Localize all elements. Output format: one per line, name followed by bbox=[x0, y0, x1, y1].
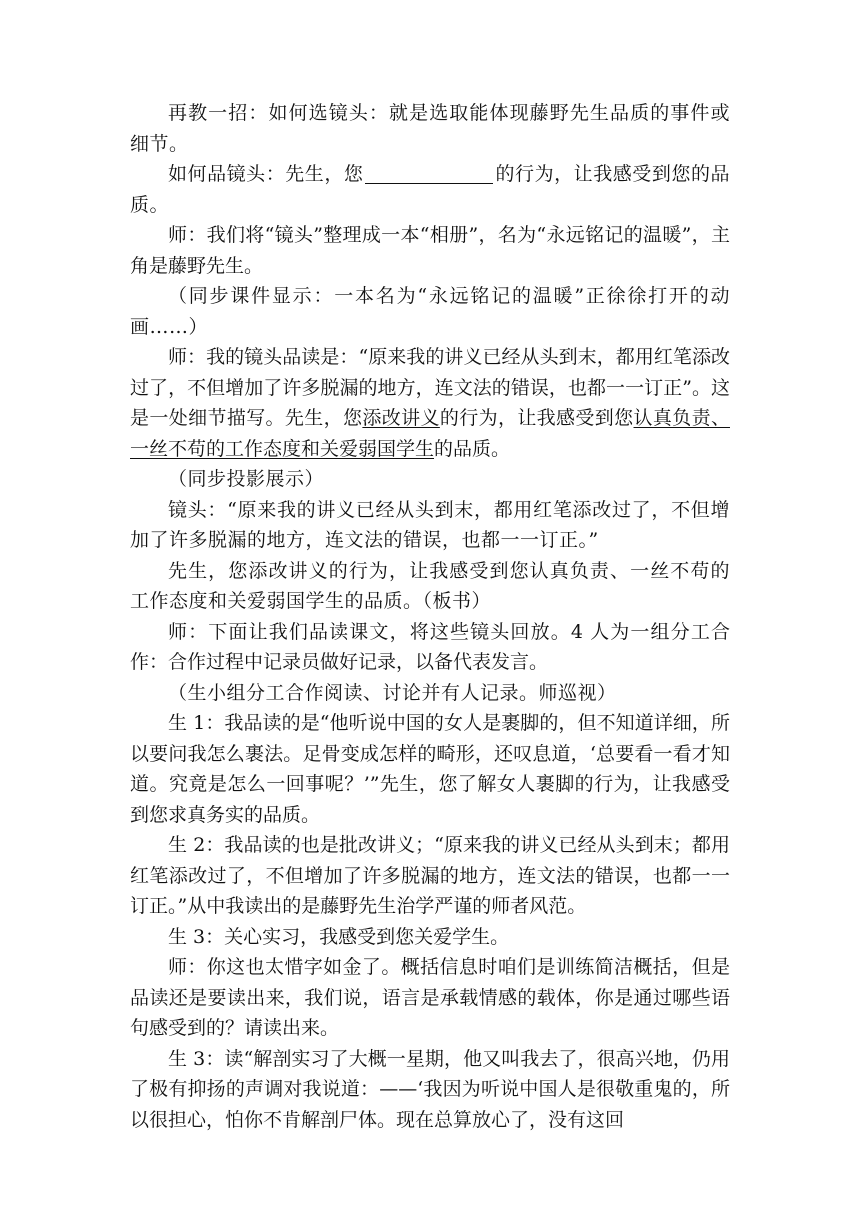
fill-in-blank bbox=[365, 161, 493, 184]
paragraph-11: 生 1：我品读的是“他听说中国的女人是裹脚的，但不知道详细，所以要问我怎么裹法。足骨变成怎样的畸形，还叹息道，‘总要看一看才知道。究竟是怎么一回事呢？’”先生，您了解女人裹脚的行为，让我感受到您求真务实的品质。 bbox=[130, 712, 730, 826]
paragraph-13: 生 3：关心实习，我感受到您关爱学生。 bbox=[168, 925, 510, 948]
paragraph-15: 生 3：读“解剖实习了大概一星期，他又叫我去了，很高兴地，仍用了极有抑扬的声调对我说道：——‘我因为听说中国人是很敬重鬼的，所以很担心，怕你不肯解剖尸体。现在总算放心了，没有这回 bbox=[130, 1047, 730, 1131]
paragraph-2 bbox=[130, 159, 730, 220]
paragraph-7: 镜头：“原来我的讲义已经从头到末，都用红笔添改过了，不但增加了许多脱漏的地方，连文法的错误，也都一一订正。” bbox=[130, 498, 730, 551]
paragraph-14: 师：你这也太惜字如金了。概括信息时咱们是训练简洁概括，但是品读还是要读出来，我们说，语言是承载情感的载体，你是通过哪些语句感受到的？请读出来。 bbox=[130, 956, 730, 1039]
paragraph-3: 师：我们将“镜头”整理成一本“相册”，名为“永远铭记的温暖”，主角是藤野先生。 bbox=[130, 224, 730, 277]
paragraph-4: （同步课件显示：一本名为“永远铭记的温暖”正徐徐打开的动画……） bbox=[130, 285, 730, 338]
paragraph-9: 师：下面让我们品读课文，将这些镜头回放。4 人为一组分工合作：合作过程中记录员做好记录，以备代表发言。 bbox=[130, 620, 730, 673]
paragraph-5-a: 师：我的镜头品读是：“原来我的讲义已经从头到末，都用红笔添改过了，不但增加了许多脱漏的地方，连文法的错误，也都一一订正”。这是一处细节描写。先生，您 bbox=[130, 346, 730, 429]
paragraph-2-before: 如何品镜头：先生，您 bbox=[168, 163, 364, 185]
paragraph-10: （生小组分工合作阅读、讨论并有人记录。师巡视） bbox=[168, 681, 617, 704]
paragraph-2-after: 的行为，让我感受到您的品质。 bbox=[130, 163, 730, 216]
underlined-phrase-1: 添改讲义 bbox=[362, 407, 440, 429]
paragraph-5 bbox=[130, 342, 730, 464]
paragraph-1: 再教一招：如何选镜头：就是选取能体现藤野先生品质的事件或细节。 bbox=[130, 102, 730, 155]
paragraph-5-c: 的品质。 bbox=[434, 437, 511, 460]
paragraph-12: 生 2：我品读的也是批改讲义；“原来我的讲义已经从头到末；都用红笔添改过了，不但增加了许多脱漏的地方，连文法的错误，也都一一订正。”从中我读出的是藤野先生治学严谨的师者风范。 bbox=[130, 834, 730, 917]
paragraph-6: （同步投影展示） bbox=[168, 468, 325, 490]
paragraph-8: 先生，您添改讲义的行为，让我感受到您认真负责、一丝不苟的工作态度和关爱弱国学生的品质。（板书） bbox=[130, 559, 730, 612]
underlined-phrase-2: 认真负责、一丝不苟的工作态度和关爱弱国学生 bbox=[130, 407, 730, 460]
paragraph-5-b: 的行为，让我感受到您 bbox=[439, 407, 634, 429]
